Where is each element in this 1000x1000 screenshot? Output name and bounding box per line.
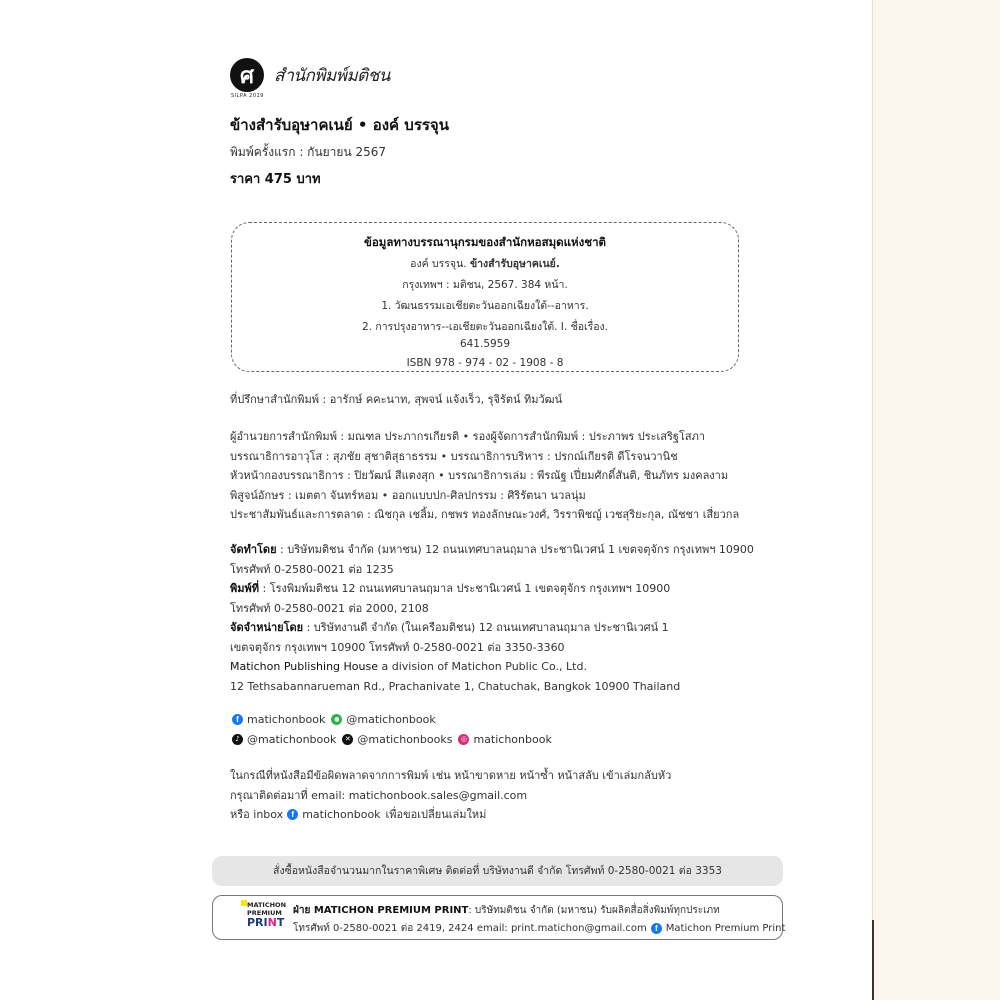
printer-text: : โรงพิมพ์มติชน 12 ถนนเทศบาลนฤมาล ประชานิเวศน์ 1 เขตจตุจักร กรุงเทพฯ 10900 (259, 582, 671, 595)
premium-print-contact: โทรศัพท์ 0-2580-0021 ต่อ 2419, 2424 email: print.matichon@gmail.com (293, 923, 647, 934)
producer-label: จัดทำโดย (230, 543, 277, 556)
premium-print-logo (247, 901, 293, 929)
producer-text: : บริษัทมติชน จำกัด (มหาชน) 12 ถนนเทศบาลนฤมาล ประชานิเวศน์ 1 เขตจตุจักร กรุงเทพฯ 10900 (276, 543, 754, 556)
production-info (230, 540, 754, 696)
cip-subject-1: 1. วัฒนธรรมเอเชียตะวันออกเฉียงใต้--อาหาร. (381, 300, 589, 312)
premium-print-line-2 (293, 921, 785, 936)
cip-author-title (232, 255, 738, 272)
premium-logo-square (241, 900, 247, 906)
cip-title: ข้างสำรับอุษาคเนย์. (469, 258, 560, 270)
price: ราคา 475 บาท (230, 172, 321, 187)
publisher-signature: สำนักพิมพ์มติชน (274, 65, 390, 86)
premium-print-box (212, 895, 786, 940)
tiktok-icon: ♪ (232, 734, 243, 745)
publishing-house-desc: a division of Matichon Public Co., Ltd. (378, 660, 587, 673)
staff-list (230, 427, 739, 525)
cip-author: องค์ บรรจุน. (410, 258, 467, 270)
facebook-icon: f (232, 714, 243, 725)
instagram-icon: ◎ (458, 734, 469, 745)
cip-subject-2: 2. การปรุงอาหาร--เอเชียตะวันออกเฉียงใต้. I. ชื่อเรื่อง. (361, 321, 609, 333)
publisher-logo-subtext: SILPA 2019 (231, 93, 264, 99)
facebook-icon: f (287, 809, 298, 820)
producer-line (230, 540, 754, 560)
premium-logo-line-2: PREMIUM (247, 909, 282, 917)
cip-heading: ข้อมูลทางบรรณานุกรมของสำนักหอสมุดแห่งชาติ (364, 235, 606, 249)
x-handle[interactable]: @matichonbooks (357, 733, 453, 746)
producer-phone: โทรศัพท์ 0-2580-0021 ต่อ 1235 (230, 562, 394, 576)
distributor-label: จัดจำหน่ายโดย (230, 621, 304, 634)
spine-mark (872, 920, 874, 1000)
tiktok-handle[interactable]: @matichonbook (247, 733, 337, 746)
publisher-logo-row (230, 58, 390, 92)
staff-line: ประชาสัมพันธ์และการตลาด : ณิชกุล เชลิ้ม, กชพร ทองลักษณะวงศ์, วิรราพิชญ์ เวชสุริยะกุล, ณัชชา เสี่ยวกล (230, 508, 740, 521)
advisors: ที่ปรึกษาสำนักพิมพ์ : อารักษ์ คคะนาท, สุพจน์ แจ้งเร็ว, รุจิรัตน์ ทิมวัฒน์ (230, 393, 563, 406)
publishing-house-address: 12 Tethsabannarueman Rd., Prachanivate 1, Chatuchak, Bangkok 10900 Thailand (230, 679, 681, 693)
bulk-order-bar: สั่งซื้อหนังสือจำนวนมากในราคาพิเศษ ติดต่อที่ บริษัทงานดี จำกัด โทรศัพท์ 0-2580-0021 ต่อ 3353 (212, 856, 783, 886)
errata-line-3 (230, 805, 671, 825)
staff-line: พิสูจน์อักษร : เมตตา จันทร์หอม • ออกแบบปก-ศิลปกรรม : ศิริรัตนา นวลนุ่ม (230, 488, 586, 502)
distributor-line-2: เขตจตุจักร กรุงเทพฯ 10900 โทรศัพท์ 0-2580-0021 ต่อ 3350-3360 (230, 640, 565, 654)
publishing-house-line (230, 657, 754, 677)
premium-logo-line-1: MATICHON (247, 901, 287, 909)
printer-line (230, 579, 754, 599)
errata-line-2: กรุณาติดต่อมาที่ email: matichonbook.sales@gmail.com (230, 788, 528, 802)
social-row-1 (232, 713, 436, 726)
premium-logo-print-a: PRI (247, 916, 268, 929)
premium-print-facebook[interactable]: Matichon Premium Print (665, 923, 786, 934)
first-print: พิมพ์ครั้งแรก : กันยายน 2567 (230, 145, 387, 159)
premium-print-label: ฝ่าย MATICHON PREMIUM PRINT (293, 905, 469, 916)
cip-class-number: 641.5959 (459, 338, 511, 350)
instagram-handle[interactable]: matichonbook (473, 733, 552, 746)
publishing-house-name: Matichon Publishing House (230, 660, 379, 673)
facebook-icon: f (651, 923, 662, 934)
social-row-2 (232, 733, 552, 746)
printer-label: พิมพ์ที่ (230, 582, 260, 595)
errata-notice (230, 766, 671, 825)
staff-line: บรรณาธิการอาวุโส : สุภชัย สุชาติสุธาธรรม • บรรณาธิการบริหาร : ปรกณ์เกียรติ ดีโรจนวานิช (230, 449, 678, 463)
publisher-logo-icon (230, 58, 264, 92)
x-icon: ✕ (342, 734, 353, 745)
page-margin-strip (873, 0, 1000, 1000)
premium-print-line-1 (293, 903, 720, 918)
publisher-logo-glyph: ศ (240, 62, 254, 88)
premium-logo-print-t: T (276, 916, 285, 929)
premium-logo-print-n: N (267, 916, 277, 929)
line-icon: ● (331, 714, 342, 725)
distributor-text: : บริษัทงานดี จำกัด (ในเครือมติชน) 12 ถนนเทศบาลนฤมาล ประชานิเวศน์ 1 (303, 621, 669, 634)
line-handle[interactable]: @matichonbook (346, 713, 436, 726)
errata-line-1: ในกรณีที่หนังสือมีข้อผิดพลาดจากการพิมพ์ เช่น หน้าขาดหาย หน้าซ้ำ หน้าสลับ เข้าเล่มกลับหัว (230, 769, 672, 782)
book-title: ข้างสำรับอุษาคเนย์ • องค์ บรรจุน (230, 116, 449, 134)
cip-box (231, 222, 739, 372)
distributor-line (230, 618, 754, 638)
staff-line: หัวหน้ากองบรรณาธิการ : ปิยวัฒน์ สีแตงสุก • บรรณาธิการเล่ม : พีรณัฐ เปี่ยมศักดิ์สันติ, ชินภัทร มงคลงาม (230, 469, 729, 482)
errata-line-3-post: เพื่อขอเปลี่ยนเล่มใหม่ (385, 808, 487, 821)
premium-logo-print (247, 917, 293, 929)
cip-isbn: ISBN 978 - 974 - 02 - 1908 - 8 (406, 357, 564, 369)
errata-line-3-pre: หรือ inbox (230, 808, 284, 821)
staff-line: ผู้อำนวยการสำนักพิมพ์ : มณฑล ประภากรเกียรติ • รองผู้จัดการสำนักพิมพ์ : ประภาพร ประเสริฐโสภา (230, 430, 706, 443)
premium-print-desc: : บริษัทมติชน จำกัด (มหาชน) รับผลิตสื่อสิ่งพิมพ์ทุกประเภท (468, 905, 720, 916)
errata-inbox-name[interactable]: matichonbook (302, 808, 381, 821)
cip-imprint: กรุงเทพฯ : มติชน, 2567. 384 หน้า. (402, 279, 568, 291)
facebook-handle[interactable]: matichonbook (247, 713, 326, 726)
printer-phone: โทรศัพท์ 0-2580-0021 ต่อ 2000, 2108 (230, 601, 429, 615)
